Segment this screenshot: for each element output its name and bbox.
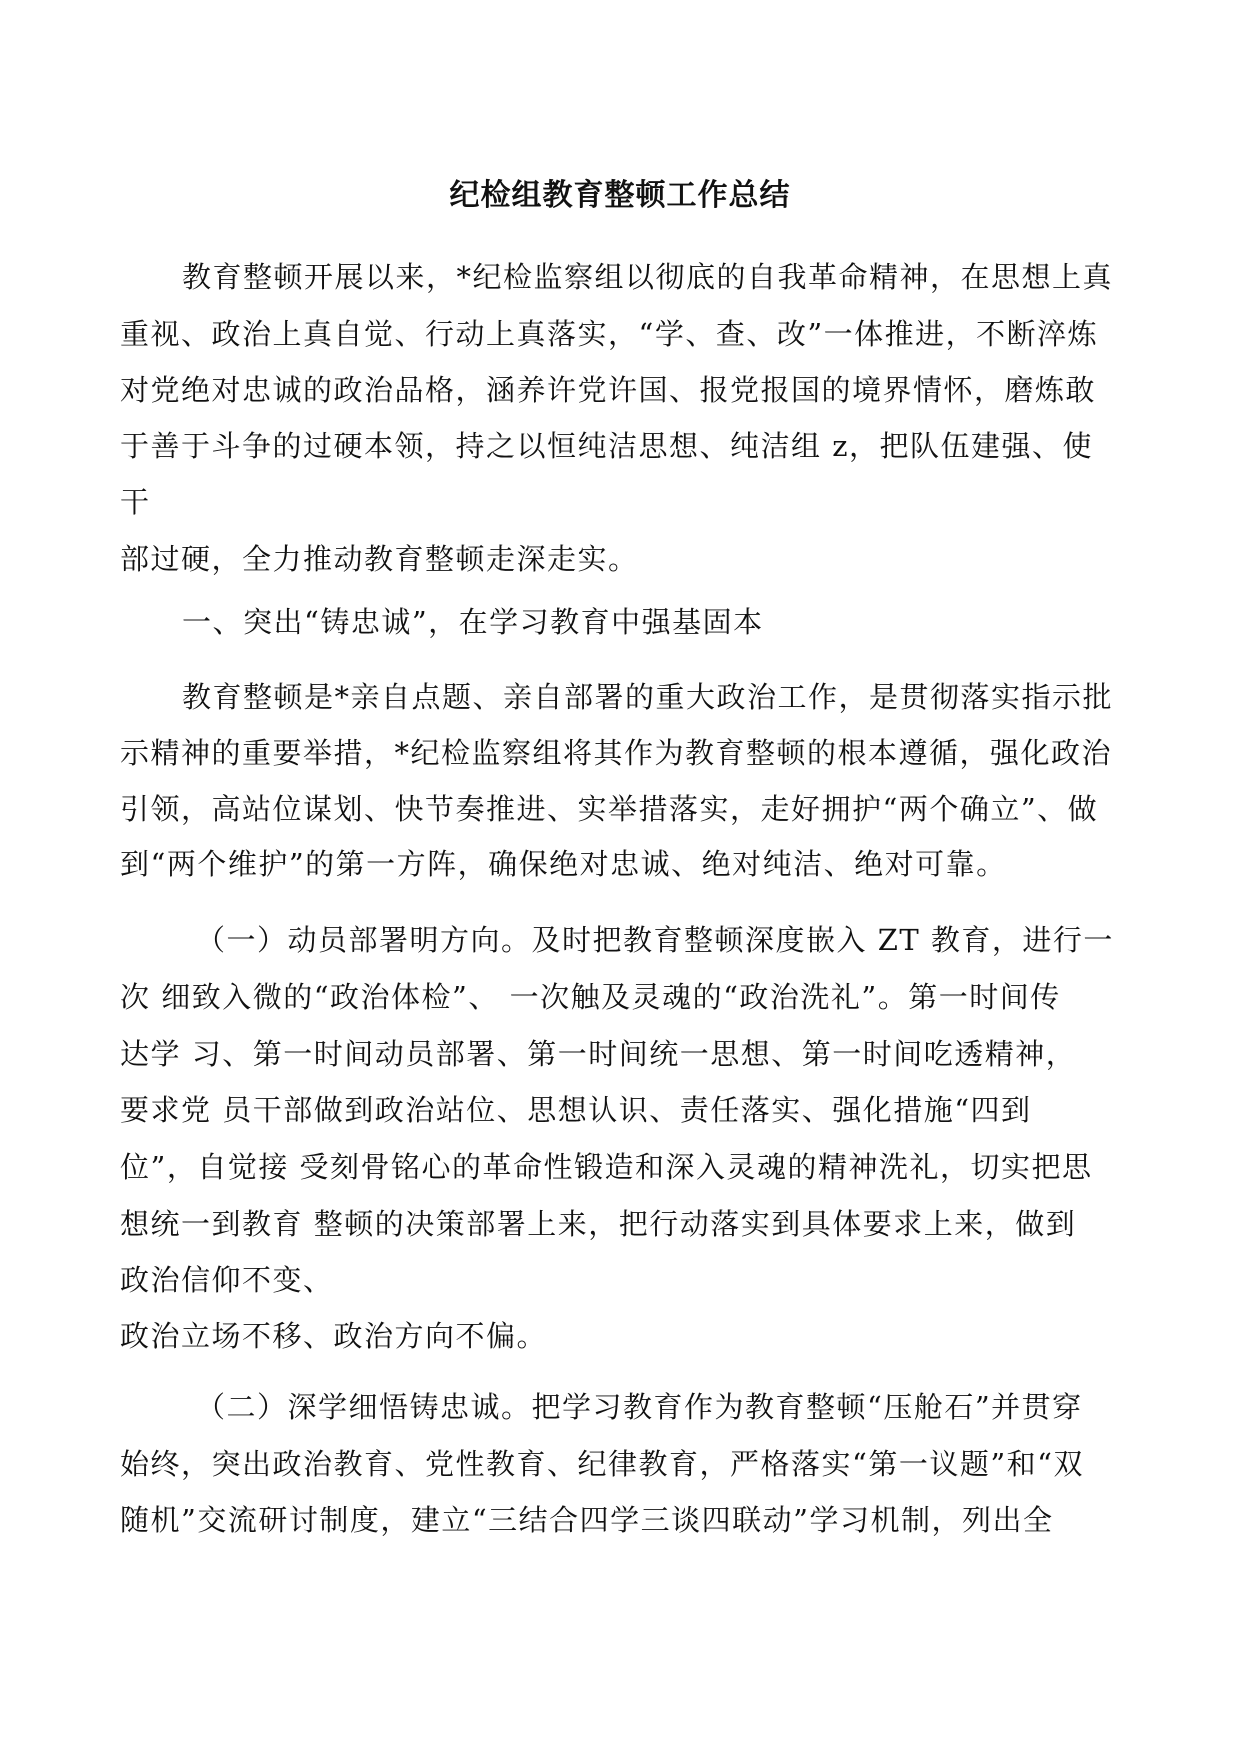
subsection-heading: （二）深学细悟铸忠诚。把学习教育作为教育整顿“压舱石”并贯穿 (196, 1390, 1083, 1424)
paragraph-line: 次 细致入微的“政治体检”、 一次触及灵魂的“政治洗礼”。第一时间传 (120, 980, 1061, 1014)
paragraph-line: 干 (120, 485, 151, 519)
paragraph-line: 政治信仰不变、 (120, 1263, 334, 1297)
paragraph-line: 政治立场不移、政治方向不偏。 (120, 1319, 548, 1353)
paragraph-line: 要求党 员干部做到政治站位、思想认识、责任落实、强化措施“四到 (120, 1093, 1032, 1127)
subsection-heading: （一）动员部署明方向。及时把教育整顿深度嵌入 ZT 教育，进行一 (196, 923, 1114, 957)
document-title: 纪检组教育整顿工作总结 (449, 178, 791, 213)
paragraph-line: 引领，高站位谋划、快节奏推进、实举措落实，走好拥护“两个确立”、做 (120, 792, 1099, 826)
paragraph-line: 位”，自觉接 受刻骨铭心的革命性锻造和深入灵魂的精神洗礼，切实把思 (120, 1150, 1093, 1184)
paragraph-line: 示精神的重要举措，*纪检监察组将其作为教育整顿的根本遵循，强化政治 (120, 736, 1113, 770)
paragraph-line: 达学 习、第一时间动员部署、第一时间统一思想、第一时间吃透精神， (120, 1037, 1077, 1071)
paragraph-line: 部过硬，全力推动教育整顿走深走实。 (120, 542, 639, 576)
section-heading: 一、突出“铸忠诚”，在学习教育中强基固本 (182, 605, 764, 639)
paragraph-line: 教育整顿是*亲自点题、亲自部署的重大政治工作，是贯彻落实指示批 (182, 680, 1114, 714)
paragraph-line: 教育整顿开展以来，*纪检监察组以彻底的自我革命精神，在思想上真 (182, 260, 1114, 294)
paragraph-line: 始终，突出政治教育、党性教育、纪律教育，严格落实“第一议题”和“双 (120, 1447, 1084, 1481)
paragraph-line: 对党绝对忠诚的政治品格，涵养许党许国、报党报国的境界情怀，磨炼敢 (120, 373, 1097, 407)
paragraph-line: 随机”交流研讨制度，建立“三结合四学三谈四联动”学习机制，列出全 (120, 1503, 1054, 1537)
paragraph-line: 重视、政治上真自觉、行动上真落实，“学、查、改”一体推进，不断淬炼 (120, 317, 1099, 351)
paragraph-line: 想统一到教育 整顿的决策部署上来，把行动落实到具体要求上来，做到 (120, 1207, 1077, 1241)
paragraph-line: 于善于斗争的过硬本领，持之以恒纯洁思想、纯洁组 z，把队伍建强、使 (120, 429, 1093, 463)
paragraph-line: 到“两个维护”的第一方阵，确保绝对忠诚、绝对纯洁、绝对可靠。 (120, 847, 1007, 881)
